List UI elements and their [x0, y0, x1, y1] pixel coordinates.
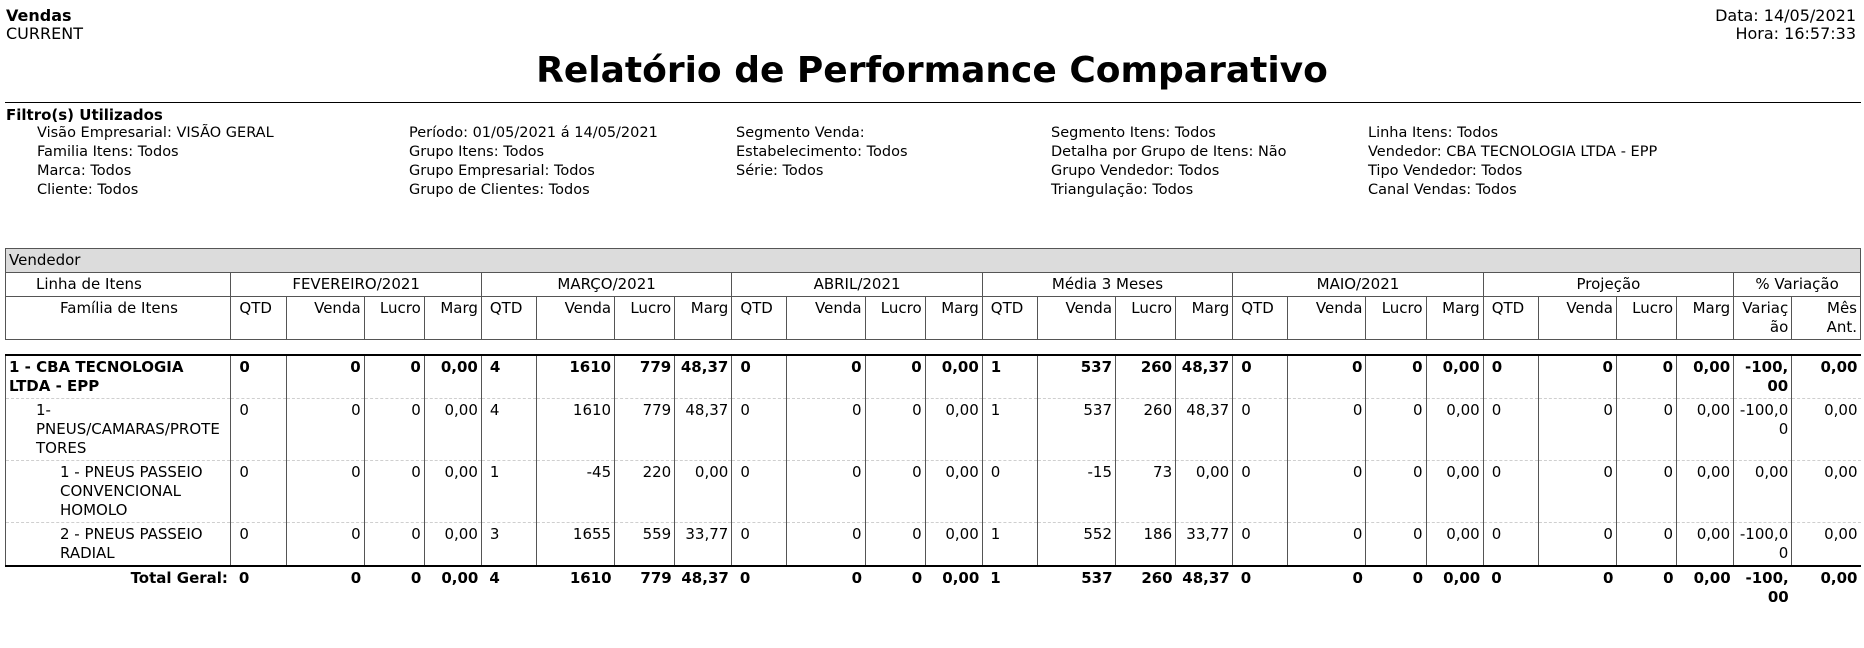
data-cell: 0 — [1366, 461, 1426, 523]
filter-item: Estabelecimento: Todos — [736, 144, 908, 160]
total-cell: 48,37 — [1182, 569, 1230, 587]
column-header: Lucro — [865, 297, 925, 340]
filter-column-4 — [1051, 124, 1287, 200]
total-cell: 0 — [851, 569, 863, 587]
data-cell: 0 — [865, 399, 925, 461]
data-cell: 1610 — [536, 399, 614, 461]
data-cell: 0 — [865, 461, 925, 523]
data-cell: 0 — [1616, 399, 1676, 461]
data-cell: 0,00 — [1792, 461, 1861, 523]
data-cell: -100,00 — [1734, 399, 1792, 461]
data-cell: 0,00 — [925, 523, 982, 567]
total-cell: 0,00 — [1693, 569, 1731, 587]
total-cell: 779 — [640, 569, 672, 587]
data-cell: 48,37 — [1176, 399, 1233, 461]
total-label: Total Geral: — [130, 569, 228, 587]
data-cell: 0 — [732, 523, 787, 567]
total-cell: 0,00 — [1820, 569, 1858, 587]
column-header: Venda — [1538, 297, 1616, 340]
data-cell: 0 — [732, 355, 787, 399]
data-cell: 0 — [1616, 461, 1676, 523]
data-cell: 0 — [1366, 355, 1426, 399]
data-cell: 0,00 — [925, 461, 982, 523]
period-group-header: MAIO/2021 — [1233, 273, 1483, 297]
data-cell: -15 — [1037, 461, 1115, 523]
data-cell: 48,37 — [1176, 355, 1233, 399]
row-label: 2 - PNEUS PASSEIO RADIAL — [6, 523, 231, 567]
column-header: Venda — [787, 297, 865, 340]
filter-item: Linha Itens: Todos — [1368, 125, 1498, 141]
table-row — [6, 399, 1861, 461]
data-cell: 1 — [982, 523, 1037, 567]
filter-item: Marca: Todos — [37, 163, 132, 179]
data-cell: 48,37 — [675, 355, 732, 399]
data-cell: 0 — [1483, 523, 1538, 567]
data-cell: 0,00 — [1426, 355, 1483, 399]
total-cell: 0,00 — [441, 569, 479, 587]
filter-item: Grupo Itens: Todos — [409, 144, 545, 160]
data-cell: 0,00 — [1426, 399, 1483, 461]
column-header: QTD — [1233, 297, 1288, 340]
data-cell: 0,00 — [1176, 461, 1233, 523]
data-cell: 1655 — [536, 523, 614, 567]
level-vendedor-header: Vendedor — [6, 249, 1861, 273]
level-linha-header: Linha de Itens — [6, 273, 231, 297]
data-cell: 260 — [1116, 355, 1176, 399]
total-cell: 4 — [489, 569, 500, 587]
filter-item: Visão Empresarial: VISÃO GERAL — [37, 125, 274, 141]
data-cell: 0 — [286, 523, 364, 567]
column-header: Venda — [1288, 297, 1366, 340]
filters-heading: Filtro(s) Utilizados — [6, 106, 163, 124]
data-cell: 0 — [286, 399, 364, 461]
data-cell: 1610 — [536, 355, 614, 399]
data-cell: 0 — [1538, 461, 1616, 523]
data-cell: 0 — [865, 523, 925, 567]
total-cell: 0 — [1412, 569, 1424, 587]
data-cell: 33,77 — [675, 523, 732, 567]
data-cell: -100,00 — [1734, 523, 1792, 567]
data-cell: 0,00 — [1734, 461, 1792, 523]
column-header: Marg — [1426, 297, 1483, 340]
data-cell: 48,37 — [675, 399, 732, 461]
data-cell: 0 — [231, 523, 286, 567]
total-cell: 48,37 — [681, 569, 729, 587]
data-cell: 0 — [364, 355, 424, 399]
data-cell: 186 — [1116, 523, 1176, 567]
page-title: Relatório de Performance Comparativo — [536, 50, 1328, 91]
table-row — [6, 523, 1861, 567]
data-cell: 0 — [1483, 399, 1538, 461]
data-cell: 0,00 — [1677, 355, 1734, 399]
filters-section — [0, 106, 1864, 202]
column-header: Marg — [925, 297, 982, 340]
data-cell: 0,00 — [424, 523, 481, 567]
data-cell: 0,00 — [925, 399, 982, 461]
data-cell: 0 — [982, 461, 1037, 523]
column-header: Lucro — [1116, 297, 1176, 340]
data-cell: 0 — [787, 523, 865, 567]
period-group-header: ABRIL/2021 — [732, 273, 982, 297]
data-cell: 0 — [1366, 399, 1426, 461]
data-cell: 0,00 — [1426, 461, 1483, 523]
data-cell: 537 — [1037, 355, 1115, 399]
report-date: Data: 14/05/2021 — [1715, 6, 1856, 25]
data-cell: 0 — [787, 461, 865, 523]
total-cell: 260 — [1141, 569, 1173, 587]
period-group-header: FEVEREIRO/2021 — [231, 273, 481, 297]
table-row — [6, 461, 1861, 523]
column-header: QTD — [982, 297, 1037, 340]
filter-column-5 — [1368, 124, 1657, 200]
filter-item: Cliente: Todos — [37, 182, 139, 198]
data-cell: 0,00 — [925, 355, 982, 399]
data-cell: 0 — [364, 523, 424, 567]
row-label: 1 - PNEUS PASSEIO CONVENCIONAL HOMOLO — [6, 461, 231, 523]
total-cell: 0 — [238, 569, 250, 587]
data-cell: 0 — [286, 461, 364, 523]
data-cell: -100,00 — [1734, 355, 1792, 399]
total-cell: 0 — [1352, 569, 1363, 587]
data-cell: 0 — [1288, 523, 1366, 567]
data-cell: 0 — [231, 355, 286, 399]
filter-column-2 — [409, 124, 658, 200]
column-header: Venda — [536, 297, 614, 340]
data-cell: 0 — [364, 461, 424, 523]
column-header: Marg — [424, 297, 481, 340]
column-header: Marg — [1176, 297, 1233, 340]
filter-item: Canal Vendas: Todos — [1368, 182, 1517, 198]
report-time: Hora: 16:57:33 — [1735, 24, 1856, 43]
filter-item: Grupo Empresarial: Todos — [409, 163, 595, 179]
data-cell: 559 — [615, 523, 675, 567]
data-cell: 0,00 — [1677, 523, 1734, 567]
total-cell: 0 — [1491, 569, 1502, 587]
column-header: Venda — [1037, 297, 1115, 340]
total-cell: 0 — [739, 569, 751, 587]
data-cell: 0,00 — [424, 461, 481, 523]
data-cell: 0 — [1538, 399, 1616, 461]
filter-item: Período: 01/05/2021 á 14/05/2021 — [409, 125, 658, 141]
data-cell: 0 — [865, 355, 925, 399]
data-cell: 0 — [1288, 399, 1366, 461]
data-cell: 0 — [1233, 523, 1288, 567]
level-familia-header: Família de Itens — [6, 297, 231, 340]
data-cell: 0,00 — [1792, 399, 1861, 461]
data-cell: 4 — [481, 355, 536, 399]
data-cell: 3 — [481, 523, 536, 567]
data-cell: 0 — [1616, 355, 1676, 399]
data-cell: 0 — [1233, 461, 1288, 523]
total-cell: 1610 — [569, 569, 612, 587]
data-cell: 220 — [615, 461, 675, 523]
data-cell: 1 — [982, 399, 1037, 461]
column-header: Lucro — [1616, 297, 1676, 340]
total-cell: 0 — [1602, 569, 1614, 587]
period-group-header: Média 3 Meses — [982, 273, 1232, 297]
data-cell: 0 — [1233, 399, 1288, 461]
data-cell: 0 — [1288, 355, 1366, 399]
data-cell: 0 — [787, 355, 865, 399]
total-cell: 537 — [1081, 569, 1113, 587]
data-cell: 73 — [1116, 461, 1176, 523]
data-cell: 0 — [732, 399, 787, 461]
data-cell: 0,00 — [675, 461, 732, 523]
data-cell: 0 — [231, 399, 286, 461]
data-cell: 1 — [982, 355, 1037, 399]
filter-item: Familia Itens: Todos — [37, 144, 179, 160]
data-cell: 260 — [1116, 399, 1176, 461]
filter-item: Série: Todos — [736, 163, 824, 179]
data-cell: 0 — [1288, 461, 1366, 523]
total-cell: 0 — [911, 569, 923, 587]
total-cell: 0 — [1663, 569, 1674, 587]
column-header: Lucro — [615, 297, 675, 340]
data-cell: 0,00 — [424, 355, 481, 399]
data-cell: 0 — [231, 461, 286, 523]
column-header: QTD — [231, 297, 286, 340]
data-cell: 0 — [732, 461, 787, 523]
data-cell: 0 — [364, 399, 424, 461]
column-header: Mês Ant. — [1792, 297, 1861, 340]
data-cell: 552 — [1037, 523, 1115, 567]
row-label: 1-PNEUS/CAMARAS/PROTETORES — [6, 399, 231, 461]
column-header: Venda — [286, 297, 364, 340]
data-cell: 0,00 — [1426, 523, 1483, 567]
data-cell: 0 — [286, 355, 364, 399]
period-group-header: % Variação — [1734, 273, 1861, 297]
total-cell: 0 — [410, 569, 422, 587]
data-cell: 779 — [615, 355, 675, 399]
column-header: Lucro — [364, 297, 424, 340]
filter-item: Vendedor: CBA TECNOLOGIA LTDA - EPP — [1368, 144, 1658, 160]
header-separator — [6, 340, 1861, 356]
data-cell: 33,77 — [1176, 523, 1233, 567]
data-cell: 537 — [1037, 399, 1115, 461]
filter-column-1 — [37, 124, 274, 200]
column-header: QTD — [732, 297, 787, 340]
data-cell: 0,00 — [1792, 355, 1861, 399]
data-cell: 0 — [1233, 355, 1288, 399]
filter-item: Detalha por Grupo de Itens: Não — [1051, 144, 1287, 160]
data-cell: 0 — [1538, 523, 1616, 567]
filter-item: Segmento Itens: Todos — [1051, 125, 1216, 141]
filter-item: Tipo Vendedor: Todos — [1368, 163, 1523, 179]
column-header: QTD — [1483, 297, 1538, 340]
filter-item: Triangulação: Todos — [1051, 182, 1194, 198]
performance-table — [5, 248, 1861, 609]
total-row — [6, 566, 1861, 609]
header-divider — [5, 102, 1861, 103]
report-module: Vendas — [6, 6, 72, 25]
data-cell: 0 — [1366, 523, 1426, 567]
data-cell: 779 — [615, 399, 675, 461]
total-cell: 0 — [350, 569, 362, 587]
column-header: QTD — [481, 297, 536, 340]
filter-item: Segmento Venda: — [736, 125, 865, 141]
total-cell: -100,00 — [1745, 569, 1789, 606]
data-cell: 0,00 — [424, 399, 481, 461]
row-label: 1 - CBA TECNOLOGIA LTDA - EPP — [6, 355, 231, 399]
data-cell: 0,00 — [1677, 461, 1734, 523]
column-header: Marg — [675, 297, 732, 340]
column-header: Marg — [1677, 297, 1734, 340]
total-cell: 0 — [1240, 569, 1252, 587]
data-cell: 0 — [787, 399, 865, 461]
report-subtitle: CURRENT — [6, 24, 83, 43]
data-cell: -45 — [536, 461, 614, 523]
filter-item: Grupo Vendedor: Todos — [1051, 163, 1220, 179]
total-cell: 0,00 — [1443, 569, 1481, 587]
data-cell: 0,00 — [1792, 523, 1861, 567]
data-cell: 0 — [1483, 355, 1538, 399]
total-cell: 1 — [990, 569, 1001, 587]
period-group-header: Projeção — [1483, 273, 1733, 297]
table-row — [6, 355, 1861, 399]
filter-column-3 — [736, 124, 908, 181]
data-cell: 0,00 — [1677, 399, 1734, 461]
data-cell: 0 — [1483, 461, 1538, 523]
data-cell: 0 — [1616, 523, 1676, 567]
data-cell: 4 — [481, 399, 536, 461]
data-cell: 0 — [1538, 355, 1616, 399]
filter-item: Grupo de Clientes: Todos — [409, 182, 590, 198]
column-header: Lucro — [1366, 297, 1426, 340]
period-group-header: MARÇO/2021 — [481, 273, 731, 297]
column-header: Variação — [1734, 297, 1792, 340]
total-cell: 0,00 — [942, 569, 980, 587]
data-cell: 1 — [481, 461, 536, 523]
